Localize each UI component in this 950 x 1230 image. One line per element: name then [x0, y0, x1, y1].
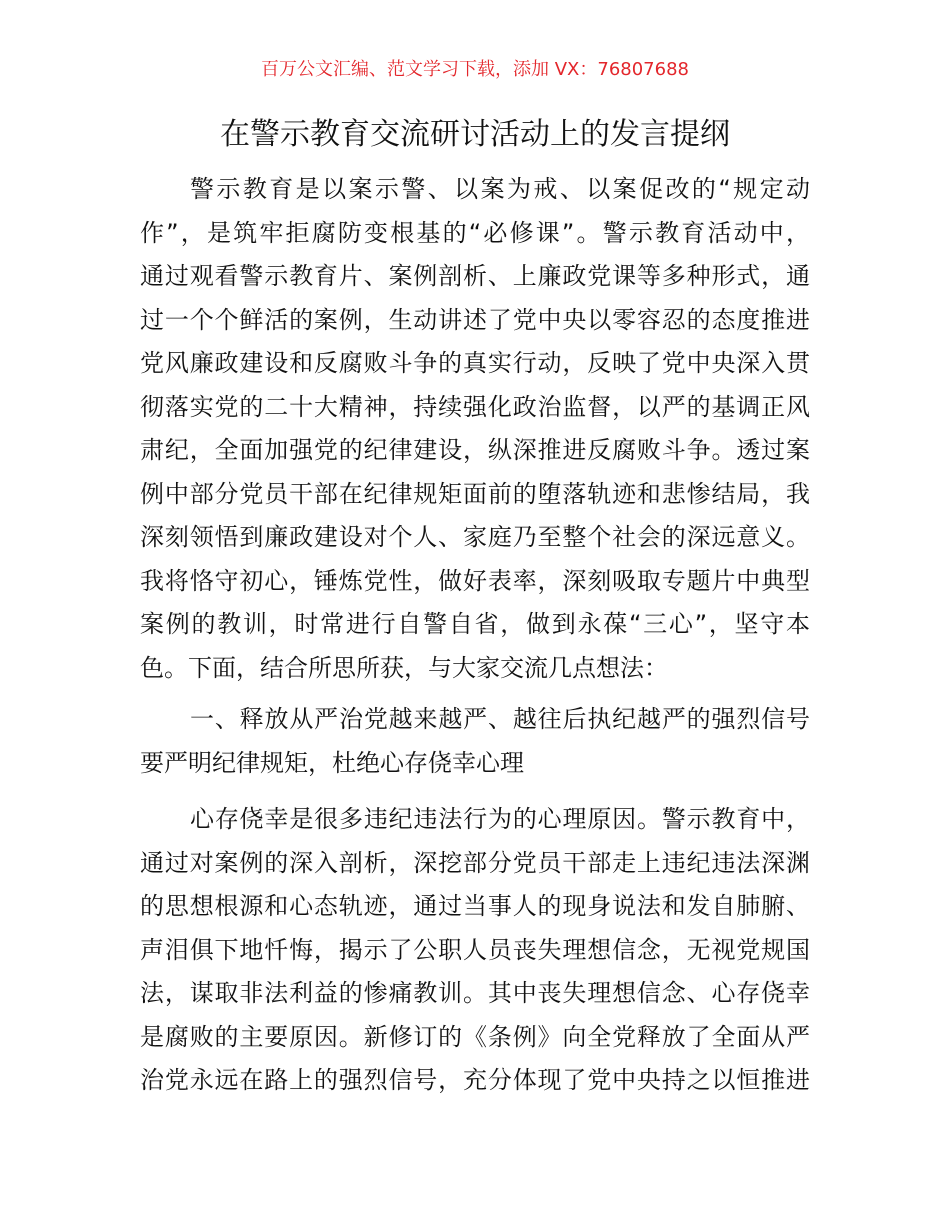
text-line: 彻落实党的二十大精神，持续强化政治监督，以严的基调正风: [140, 392, 810, 421]
text-line: 案例的教训，时常进行自警自省，做到永葆“三心”，坚守本: [140, 610, 810, 638]
paragraph-section-1: [140, 798, 810, 1103]
text-line: 心存侥幸是很多违纪违法行为的心理原因。警示教育中，: [190, 805, 810, 833]
text-line: 色。下面，结合所思所获，与大家交流几点想法：: [140, 653, 668, 682]
text-line: 党风廉政建设和反腐败斗争的真实行动，反映了党中央深入贯: [140, 349, 810, 377]
text-line: 的思想根源和心态轨迹，通过当事人的现身说法和发自肺腑、: [140, 892, 810, 920]
text-line: 通过观看警示教育片、案例剖析、上廉政党课等多种形式，通: [140, 262, 810, 290]
text-line: 肃纪，全面加强党的纪律建设，纵深推进反腐败斗争。透过案: [140, 436, 810, 464]
document-title: 在警示教育交流研讨活动上的发言提纲: [220, 117, 730, 152]
paragraph-intro: [140, 168, 810, 690]
watermark-banner: 百万公文汇编、范文学习下载，添加 VX：76807688: [261, 59, 689, 80]
text-line: 要严明纪律规矩，杜绝心存侥幸心理: [140, 748, 524, 777]
text-line: 例中部分党员干部在纪律规矩面前的堕落轨迹和悲惨结局，我: [140, 479, 810, 508]
text-line: 作”，是筑牢拒腐防变根基的“必修课”。警示教育活动中，: [140, 218, 810, 247]
text-line: 我将恪守初心，锤炼党性，做好表率，深刻吸取专题片中典型: [140, 566, 810, 595]
text-line: 法，谋取非法利益的惨痛教训。其中丧失理想信念、心存侥幸: [140, 979, 810, 1007]
text-line: 通过对案例的深入剖析，深挖部分党员干部走上违纪违法深渊: [140, 848, 810, 877]
text-line: 深刻领悟到廉政建设对个人、家庭乃至整个社会的深远意义。: [140, 523, 810, 551]
section-heading-1: [140, 698, 810, 785]
text-line: 警示教育是以案示警、以案为戒、以案促改的“规定动: [190, 175, 810, 203]
text-line: 过一个个鲜活的案例，生动讲述了党中央以零容忍的态度推进: [140, 305, 810, 334]
text-line: 是腐败的主要原因。新修订的《条例》向全党释放了全面从严: [140, 1022, 810, 1051]
text-line: 一、释放从严治党越来越严、越往后执纪越严的强烈信号: [190, 705, 810, 733]
text-line: 声泪俱下地忏悔，揭示了公职人员丧失理想信念，无视党规国: [140, 935, 810, 964]
text-line: 治党永远在路上的强烈信号，充分体现了党中央持之以恒推进: [140, 1066, 810, 1094]
